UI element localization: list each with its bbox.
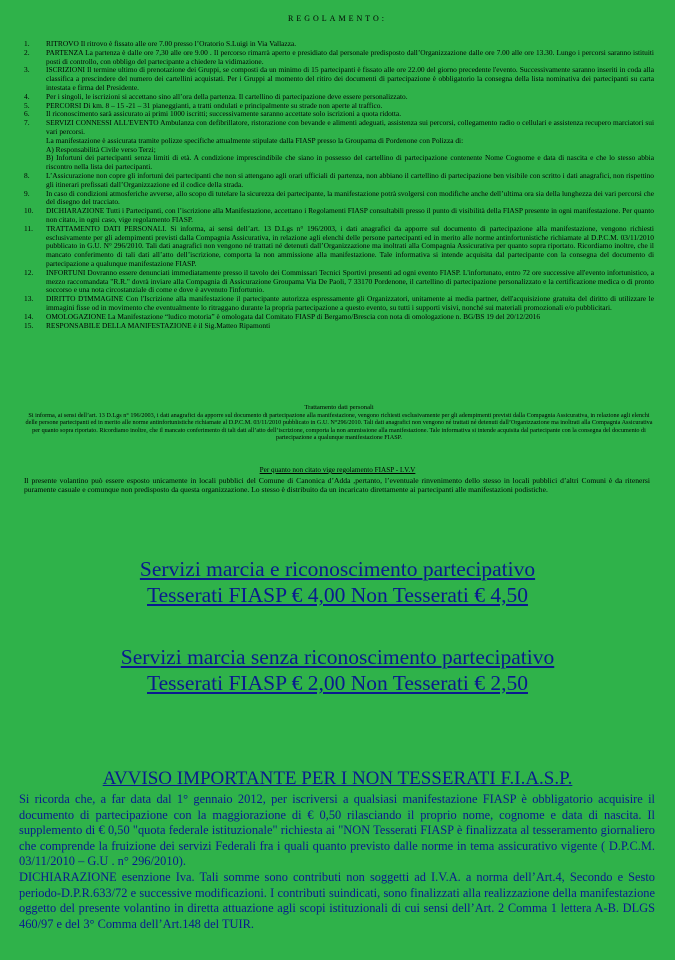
price-heading: Servizi marcia senza riconoscimento partecipativo (120, 645, 555, 669)
rule-item (24, 295, 654, 313)
ivv-text: Il presente volantino può essere esposto unicamente in locali pubblici del Comune di Canonica d’Adda ,pertanto, l’eventuale rinvenimento dello stesso in locali pubblici d’altri Comuni è da ritenersi puramente casuale e comunque non predisposto da questa organizzazione. Lo stesso è distribuito da un incaricato direttamente ai partecipanti alle manifestazioni podistiche. (24, 476, 650, 495)
rule-number: 11. (24, 223, 33, 233)
notice-body (19, 792, 655, 932)
rule-text: La manifestazione è assicurata tramite polizze specifiche attualmente stipulate dalla FIASP presso la Groupama di Pordenone con Polizza di: (46, 135, 464, 145)
price-block-without-recognition (0, 644, 675, 696)
rule-item (24, 322, 654, 331)
rule-text: INFORTUNI Dovranno essere denunciati immediatamente presso il tavolo dei Commissari Tecnici Sportivi presenti ad ogni evento FIASP. L'infortunato, entro 72 ore successive all'evento infortunistico, a mezzo raccomandata "R.R." dovrà inviare alla Compagnia di Assicurazione Groupama Via De Paoli, 7 33170 Pordenone, il cartellino di partecipazione personalizzato e la certificazione medica o di pronto soccorso e una nota circostanziale di come e dove è avvenuto l'infortunio. (46, 267, 654, 295)
rules-list (24, 40, 654, 330)
rule-text: OMOLOGAZIONE La Manifestazione “ludico motoria” è omologata dal Comitato FIASP di Bergamo/Brescia con nota di omologazione n. BG/BS 19 del 20/12/2016 (46, 311, 541, 321)
rule-text: Il riconoscimento sarà assicurato ai primi 1000 iscritti; successivamente saranno accettate solo iscrizioni a quota ridotta. (46, 109, 402, 119)
rule-number: 3. (24, 65, 30, 75)
rule-number: 8. (24, 170, 30, 180)
price-amounts: Tesserati FIASP € 2,00 Non Tesserati € 2,50 (147, 671, 528, 695)
rule-text: B) Infortuni dei partecipanti senza limiti di età. A condizione imprescindibile che siano in possesso del cartellino di partecipazione contenente Nome Cognome e data di nascita e che lo stesso abbia riscontro nella lista dei partecipanti. (46, 153, 654, 172)
ivv-title: Per quanto non citato vige regolamento FIASP - I.V.V (259, 466, 416, 474)
privacy-text: Si informa, ai sensi dell’art. 13 D.Lgs n° 196/2003, i dati anagrafici da apporre sul documento di partecipazione alla manifestazione, vengono richiesti esclusivamente per gli adempimenti previsti dalla Compagnia Assicurativa, in relazione agli elenchi delle persone partecipanti ed in merito alle norme antinfortunistiche richiamate al D.P.C.M. 03/11/2010 pubblicato in G.U. N°296/2010. Tali dati anagrafici non vengono né trattati né detenuti dall’Organizzazione ma inoltrati alla Compagnia Assicurativa per quanto sopra riportato. Ricordiamo inoltre, che il mancato conferimento di tali dati all’atto dell’iscrizione, comporta la non ammissione alla manifestazione. Tale informativa si intende acquisita dal partecipante con la consegna del documento di partecipazione a qualunque manifestazione FIASP. (25, 411, 653, 442)
rule-text: PERCORSI Di km. 8 – 15 -21 – 31 pianeggianti, a tratti ondulati e principalmente su strade non aperte al traffico. (46, 100, 383, 110)
rule-number: 10. (24, 206, 34, 216)
rule-item (24, 207, 654, 225)
price-amounts: Tesserati FIASP € 4,00 Non Tesserati € 4,50 (147, 583, 528, 607)
rule-item (24, 269, 654, 295)
rule-text: PARTENZA La partenza è dalle ore 7,30 alle ore 9.00 . Il percorso rimarrà aperto e presidiato dal personale predisposto dall’Organizzazione dalle ore 7.00 alle ore 13.30. Lungo i percorsi saranno istituiti posti di controllo, con obbligo del partecipante a chiedere la vidimazione. (46, 47, 654, 66)
rule-item (24, 225, 654, 269)
rule-text: Per i singoli, le iscrizioni si accettano sino all’ora della partenza. Il cartellino di partecipazione deve essere personalizzato. (46, 91, 408, 101)
rule-number: 6. (24, 109, 30, 119)
rule-text: L’Assicurazione non copre gli infortuni dei partecipanti che non si attengano agli orari ufficiali di partenza, non abbiano il cartellino di partecipazione ben visibile con scritto i dati anagrafici, non rispettino gli itinerari prefissati dall’Organizzazione ed il codice della strada. (46, 170, 654, 189)
rule-item (24, 49, 654, 67)
rule-item (24, 119, 654, 172)
rule-text: In caso di condizioni atmosferiche avverse, allo scopo di tutelare la sicurezza dei partecipante, la manifestazione potrà svolgersi con modifiche anche dell’ultima ora sia della lunghezza dei vari percorsi che del disegno del tracciato. (46, 188, 654, 207)
rule-item (24, 172, 654, 190)
notice-paragraph: Si ricorda che, a far data dal 1° gennaio 2012, per iscriversi a qualsiasi manifestazione FIASP è obbligatorio acquisire il documento di partecipazione con la maggiorazione di € 0,50 rilasciando il proprio nome, cognome e data di nascita. Il supplemento di € 0,50 "quota federale istituzionale" richiesta ai "NON Tesserati FIASP è finalizzata al tesseramento giornaliero che comprende la fruizione dei servizi Federali fra i quali quanto previsto dalle norme in tema assicurativo vigente ( D.P.C.M. 03/11/2010 – G.U . n° 296/2010). (19, 792, 655, 869)
rule-number: 7. (24, 118, 30, 128)
rule-text: RITROVO Il ritrovo è fissato alle ore 7.00 presso l’Oratorio S.Luigi in Via Vallazza. (46, 39, 297, 48)
rule-text: TRATTAMENTO DATI PERSONALI. Si informa, ai sensi dell’art. 13 D.Lgs n° 196/2003, i dati anagrafici da apporre sul documento di partecipazione alla manifestazione, vengono richiesti esclusivamente per gli adempimenti previsti dalla Compagnia Assicurativa, in relazione agli elenchi delle persone partecipanti ed in merito alle norme antinfortunistiche richiamate al D.P.C.M. 03/11/2010 pubblicato in G.U. N° 296/2010. Tali dati anagrafici non vengono né trattati né detenuti dall’Organizzazione ma inoltrati alla Compagnia Assicurativa per quanto sopra riportato. Ricordiamo inoltre, che il mancato conferimento di tali dati all’atto dell’iscrizione, comporta la non ammissione alla manifestazione. Tale informativa si intende acquisita dal partecipante con la consegna del documento di partecipazione a qualunque manifestazione FIASP. (46, 223, 654, 268)
price-heading: Servizi marcia e riconoscimento partecipativo (139, 557, 536, 581)
rule-text: A) Responsabilità Civile verso Terzi; (46, 144, 156, 154)
privacy-title: Trattamento dati personali (304, 404, 374, 411)
rule-number: 13. (24, 294, 34, 304)
rule-number: 12. (24, 267, 34, 277)
rule-number: 2. (24, 47, 30, 57)
rule-text: RESPONSABILE DELLA MANIFESTAZIONE è il Sig.Matteo Ripamonti (46, 320, 271, 330)
rule-item (24, 190, 654, 208)
privacy-section (24, 404, 654, 442)
regolamento-title: REGOLAMENTO: (288, 14, 387, 23)
notice-paragraph: DICHIARAZIONE esenzione Iva. Tali somme sono contributi non soggetti ad I.V.A. a norma dell’Art.4, Secondo e Sesto periodo-D.P.R.633/72 e successive modificazioni. I contributi suindicati, sono finalizzati alla realizzazione della manifestazione oggetto del presente volantino in diretta attuazione agli scopi istituzionali di cui sensi dell’Art. 2 Comma 1 lettera A-B. DLGS 460/97 e del 3° Comma dell’Art.148 del TUIR. (19, 869, 655, 931)
notice-title: AVVISO IMPORTANTE PER I NON TESSERATI F.I.A.S.P. (102, 768, 573, 789)
rule-text: SERVIZI CONNESSI ALL'EVENTO Ambulanza con defibrillatore, ristorazione con bevande e alimenti adeguati, assistenza sui percorsi, collegamento radio o cellulari e assistenza recupero marciatori sui vari percorsi. (46, 118, 654, 136)
rule-number: 9. (24, 188, 30, 198)
rule-number: 4. (24, 91, 30, 101)
rule-text: DIRITTO D'IMMAGINE Con l'Iscrizione alla manifestazione il partecipante autorizza espressamente gli Organizzatori, unitamente ai media partner, dell'acquisizione gratuita del diritto di utilizzare le immagini fisse od in movimento che eventualmente lo ritraggano durante la propria partecipazione a questo evento, su tutti i supporti visivi, nonché sui materiali promozionali e/o pubblicitari. (46, 294, 654, 312)
rule-item (24, 66, 654, 92)
rule-number: 1. (24, 39, 30, 48)
price-block-with-recognition (0, 556, 675, 608)
rule-number: 15. (24, 320, 34, 330)
rule-number: 14. (24, 311, 34, 321)
rule-number: 5. (24, 100, 30, 110)
rule-text: ISCRIZIONI Il termine ultimo di prenotazione dei Gruppi, se composti da un minimo di 15 partecipanti è fissato alle ore 22.00 del giorno precedente l'evento. Successivamente saranno inseriti in coda alla classifica a prescindere del numero dei cartellini acquistati. Per i Gruppi al momento del ritiro dei documenti di partecipazione è obbligatorio la consegna della lista nominativa dei partecipanti su carta intestata e firma del Presidente. (46, 65, 654, 92)
rule-text: DICHIARAZIONE Tutti i Partecipanti, con l’iscrizione alla Manifestazione, accettano i Regolamenti FIASP consultabili presso il punto di visibilità della FIASP presente in ogni manifestazione. Per quanto non citato, in ogni caso, vige regolamento FIASP. (46, 206, 654, 224)
